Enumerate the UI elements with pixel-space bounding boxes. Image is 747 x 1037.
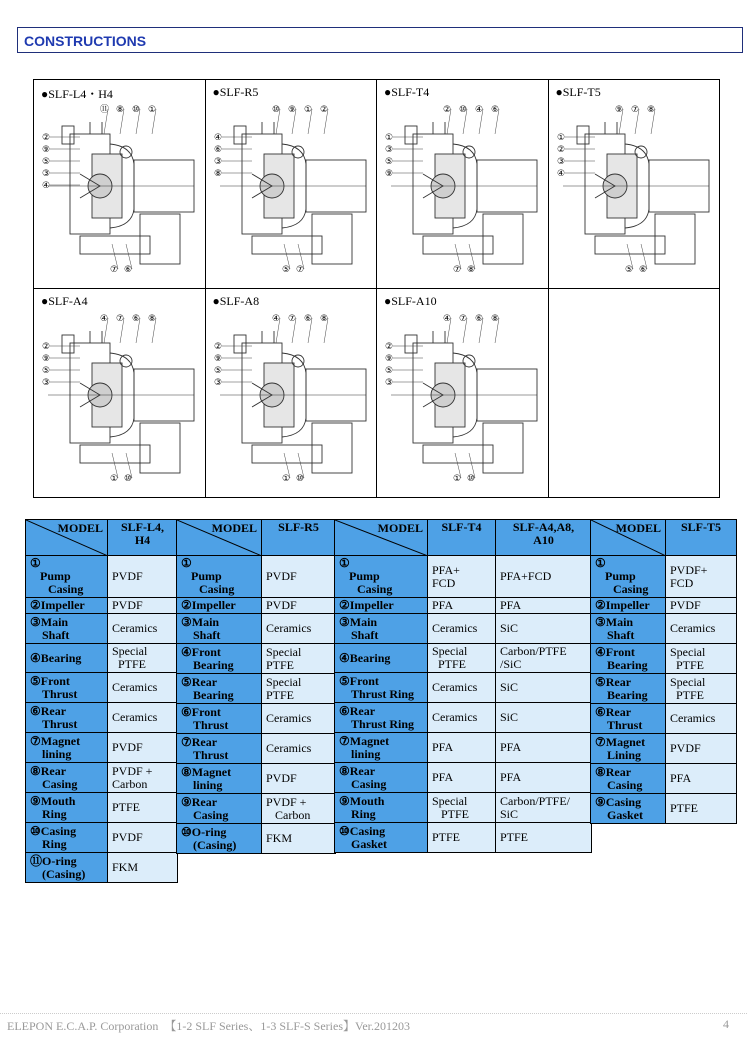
material-value: PFA [496,598,592,614]
table-row [591,674,737,704]
material-value: Ceramics [428,673,496,703]
diagram-caption: ●SLF-T5 [555,85,601,99]
part-label: ⑨Mouth Ring [26,793,108,823]
material-value: PVDF + Carbon [262,794,336,824]
part-label: ⑨Rear Casing [177,794,262,824]
part-label: ⑤Rear Bearing [591,674,666,704]
material-value: Special PTFE [428,644,496,673]
callout-number: ⑨ [614,105,623,115]
page-number: 4 [723,1017,729,1031]
callout-number: ⑥ [491,105,500,115]
callout-number: ⑦ [287,314,296,324]
diagram-caption: ●SLF-A4 [41,294,88,308]
callout-number: ⑧ [319,314,328,324]
table-row [591,614,737,644]
diagram-caption: ●SLF-L4・H4 [41,87,113,101]
callout-number: ② [42,133,51,143]
callout-number: ⑩ [459,105,468,115]
callout-number: ⑦ [453,265,462,275]
materials-table-slf-t5 [590,519,737,824]
material-value: Carbon/PTFE /SiC [496,644,592,673]
material-value: PVDF [108,733,178,763]
diagram-cell [34,80,206,289]
part-label: ⑦Magnet lining [335,733,428,763]
material-value: PTFE [496,823,592,853]
material-value: PVDF [262,764,336,794]
model-name-header: SLF-T4 [428,520,496,556]
table-row [177,598,336,614]
callout-number: ⑧ [467,265,476,275]
pump-cross-section [212,104,372,280]
material-value: Ceramics [666,704,737,734]
material-value: Special PTFE [666,644,737,674]
part-label: ⑤Rear Bearing [177,674,262,704]
part-label: ⑦Rear Thrust [177,734,262,764]
callout-number: ③ [213,378,222,388]
table-row [591,794,737,824]
table-row [591,734,737,764]
table-row [591,644,737,674]
material-value: PFA [496,763,592,793]
diagram-grid [33,79,720,498]
diagram-caption: ●SLF-R5 [212,85,259,99]
diagram-caption: ●SLF-A10 [384,294,437,308]
part-label: ⑤Front Thrust Ring [335,673,428,703]
materials-table-slf-t4-a [334,519,592,853]
part-label: ① Pump Casing [591,556,666,598]
callout-number: ③ [213,157,222,167]
table-row [335,614,592,644]
callout-number: ⑧ [491,314,500,324]
table-row [26,823,178,853]
model-name-header: SLF-A4,A8, A10 [496,520,592,556]
table-row [335,673,592,703]
part-label: ⑦Magnet lining [26,733,108,763]
material-value: Ceramics [428,614,496,644]
material-value: Ceramics [108,673,178,703]
part-label: ⑧Rear Casing [26,763,108,793]
callout-number: ⑥ [303,314,312,324]
part-label: ⑪O-ring (Casing) [26,853,108,883]
material-value: Ceramics [262,614,336,644]
part-label: ⑨Casing Gasket [591,794,666,824]
material-value: PFA [666,764,737,794]
materials-table-slf-l4 [25,519,178,883]
part-label: ④Bearing [335,644,428,673]
material-value: SiC [496,673,592,703]
footer-text: ELEPON E.C.A.P. Corporation 【1-2 SLF Series、1-3 SLF-S Series】Ver.201203 [7,1019,410,1033]
callout-number: ④ [475,105,484,115]
model-header-cell [177,520,262,556]
callout-number: ② [385,342,394,352]
callout-number: ④ [271,314,280,324]
material-value: Ceramics [428,703,496,733]
table-row [26,763,178,793]
callout-number: ⑤ [281,265,290,275]
callout-number: ⑦ [110,265,119,275]
callout-number: ⑤ [385,366,394,376]
pump-cross-section [212,313,372,489]
callout-number: ⑧ [148,314,157,324]
table-row [335,556,592,598]
pump-diagram-slf-a10 [383,313,543,494]
model-header-cell [26,520,108,556]
table-row [177,614,336,644]
part-label: ④Bearing [26,644,108,673]
part-label: ②Impeller [177,598,262,614]
diagram-cell [377,289,549,498]
table-row [26,644,178,673]
part-label: ③Main Shaft [335,614,428,644]
material-value: Special PTFE [666,674,737,704]
part-label: ⑥Rear Thrust Ring [335,703,428,733]
callout-number: ③ [385,378,394,388]
callout-number: ⑧ [646,105,655,115]
callout-number: ① [110,474,119,484]
pump-diagram-slf-l4 [40,104,200,285]
part-label: ⑧Magnet lining [177,764,262,794]
model-header-cell [335,520,428,556]
model-name-header: SLF-L4, H4 [108,520,178,556]
callout-number: ⑤ [624,265,633,275]
material-value: Ceramics [666,614,737,644]
callout-number: ② [213,342,222,352]
callout-number: ① [281,474,290,484]
callout-number: ⑤ [385,157,394,167]
material-value: Ceramics [262,734,336,764]
pump-diagram-slf-a4 [40,313,200,494]
callout-number: ⑦ [295,265,304,275]
table-row [591,598,737,614]
pump-diagram-slf-a8 [212,313,372,494]
table-row [26,733,178,763]
callout-number: ⑩ [467,474,476,484]
material-value: PVDF [666,598,737,614]
section-title: CONSTRUCTIONS [24,33,147,49]
callout-number: ① [148,105,157,115]
diagram-cell [34,289,206,498]
material-value: SiC [496,614,592,644]
table-row [335,793,592,823]
part-label: ⑧Rear Casing [591,764,666,794]
material-value: Special PTFE [262,644,336,674]
callout-number: ① [556,133,565,143]
table-row [26,703,178,733]
model-label: MODEL [211,521,257,535]
materials-table-slf-r5 [176,519,336,854]
callout-number: ⑨ [42,354,51,364]
material-value: PTFE [428,823,496,853]
part-label: ④Front Bearing [177,644,262,674]
callout-number: ⑩ [124,474,133,484]
diagram-cell [205,289,377,498]
material-value: PVDF [262,556,336,598]
callout-number: ③ [385,145,394,155]
part-label: ⑩O-ring (Casing) [177,824,262,854]
table-row [177,674,336,704]
pump-diagram-slf-t5 [555,104,715,285]
material-value: Special PTFE [108,644,178,673]
material-value: FKM [262,824,336,854]
section-header [17,27,743,53]
material-value: PVDF [666,734,737,764]
part-label: ⑨Mouth Ring [335,793,428,823]
material-value: Special PTFE [428,793,496,823]
part-label: ②Impeller [26,598,108,614]
diagram-cell [548,80,720,289]
diagram-cell-empty [548,289,720,498]
callout-number: ⑦ [459,314,468,324]
callout-number: ⑥ [638,265,647,275]
part-label: ③Main Shaft [177,614,262,644]
material-value: PVDF [108,823,178,853]
part-label: ① Pump Casing [177,556,262,598]
table-row [335,763,592,793]
material-value: FKM [108,853,178,883]
diagram-cell [205,80,377,289]
table-row [26,556,178,598]
table-row [177,794,336,824]
part-label: ⑥Rear Thrust [26,703,108,733]
material-value: PFA+FCD [496,556,592,598]
callout-number: ⑧ [213,169,222,179]
part-label: ⑩Casing Gasket [335,823,428,853]
callout-number: ③ [42,378,51,388]
part-label: ⑧Rear Casing [335,763,428,793]
pump-cross-section [555,104,715,280]
callout-number: ② [556,145,565,155]
table-row [591,704,737,734]
callout-number: ⑨ [287,105,296,115]
table-row [177,644,336,674]
pump-diagram-slf-t4 [383,104,543,285]
material-value: Ceramics [108,703,178,733]
callout-number: ⑩ [271,105,280,115]
material-value: Carbon/PTFE/ SiC [496,793,592,823]
model-name-header: SLF-R5 [262,520,336,556]
callout-number: ② [42,342,51,352]
callout-number: ⑥ [213,145,222,155]
diagram-caption: ●SLF-T4 [384,85,430,99]
callout-number: ② [443,105,452,115]
callout-number: ⑤ [42,157,51,167]
pump-cross-section [383,104,543,280]
pump-cross-section [383,313,543,489]
model-label: MODEL [377,521,423,535]
part-label: ②Impeller [591,598,666,614]
callout-number: ⑥ [132,314,141,324]
material-value: PTFE [666,794,737,824]
callout-number: ④ [213,133,222,143]
footer-divider [0,1013,747,1014]
model-name-header: SLF-T5 [666,520,737,556]
callout-number: ⑦ [630,105,639,115]
table-row [177,704,336,734]
table-row [335,644,592,673]
callout-number: ⑤ [213,366,222,376]
model-header-cell [591,520,666,556]
table-row [335,703,592,733]
callout-number: ③ [42,169,51,179]
diagram-cell [377,80,549,289]
callout-number: ⑨ [213,354,222,364]
callout-number: ⑦ [116,314,125,324]
callout-number: ② [319,105,328,115]
table-row [335,598,592,614]
table-row [177,734,336,764]
callout-number: ⑪ [100,105,110,115]
diagram-caption: ●SLF-A8 [212,294,260,308]
part-label: ⑤Front Thrust [26,673,108,703]
table-row [177,824,336,854]
callout-number: ⑩ [132,105,141,115]
table-row [26,614,178,644]
callout-number: ⑧ [116,105,125,115]
material-value: PTFE [108,793,178,823]
part-label: ②Impeller [335,598,428,614]
table-row [335,733,592,763]
part-label: ④Front Bearing [591,644,666,674]
callout-number: ④ [443,314,452,324]
part-label: ③Main Shaft [591,614,666,644]
table-row [591,764,737,794]
table-row [26,673,178,703]
callout-number: ⑨ [42,145,51,155]
callout-number: ① [385,133,394,143]
table-row [26,598,178,614]
callout-number: ⑥ [475,314,484,324]
material-value: Special PTFE [262,674,336,704]
material-value: PVDF+ FCD [666,556,737,598]
callout-number: ⑨ [385,354,394,364]
material-value: PVDF [108,598,178,614]
pump-cross-section [40,104,200,280]
material-value: SiC [496,703,592,733]
model-label: MODEL [57,521,103,535]
table-row [177,764,336,794]
callout-number: ④ [42,181,51,191]
part-label: ① Pump Casing [335,556,428,598]
pump-diagram-slf-r5 [212,104,372,285]
callout-number: ⑤ [42,366,51,376]
material-value: PVDF + Carbon [108,763,178,793]
table-row [591,556,737,598]
table-row [177,556,336,598]
table-row [335,823,592,853]
part-label: ① Pump Casing [26,556,108,598]
part-label: ③Main Shaft [26,614,108,644]
callout-number: ③ [556,157,565,167]
material-value: PFA [496,733,592,763]
callout-number: ① [453,474,462,484]
callout-number: ④ [100,314,109,324]
model-label: MODEL [615,521,661,535]
material-value: Ceramics [262,704,336,734]
part-label: ⑦Magnet Lining [591,734,666,764]
material-value: PVDF [108,556,178,598]
table-row [26,793,178,823]
part-label: ⑩Casing Ring [26,823,108,853]
material-value: PFA+ FCD [428,556,496,598]
callout-number: ④ [556,169,565,179]
callout-number: ⑨ [385,169,394,179]
part-label: ⑥Rear Thrust [591,704,666,734]
pump-cross-section [40,313,200,489]
part-label: ⑥Front Thrust [177,704,262,734]
material-value: PFA [428,763,496,793]
table-row [26,853,178,883]
material-value: PFA [428,598,496,614]
callout-number: ① [303,105,312,115]
callout-number: ⑩ [295,474,304,484]
material-value: Ceramics [108,614,178,644]
material-value: PFA [428,733,496,763]
callout-number: ⑥ [124,265,133,275]
material-value: PVDF [262,598,336,614]
